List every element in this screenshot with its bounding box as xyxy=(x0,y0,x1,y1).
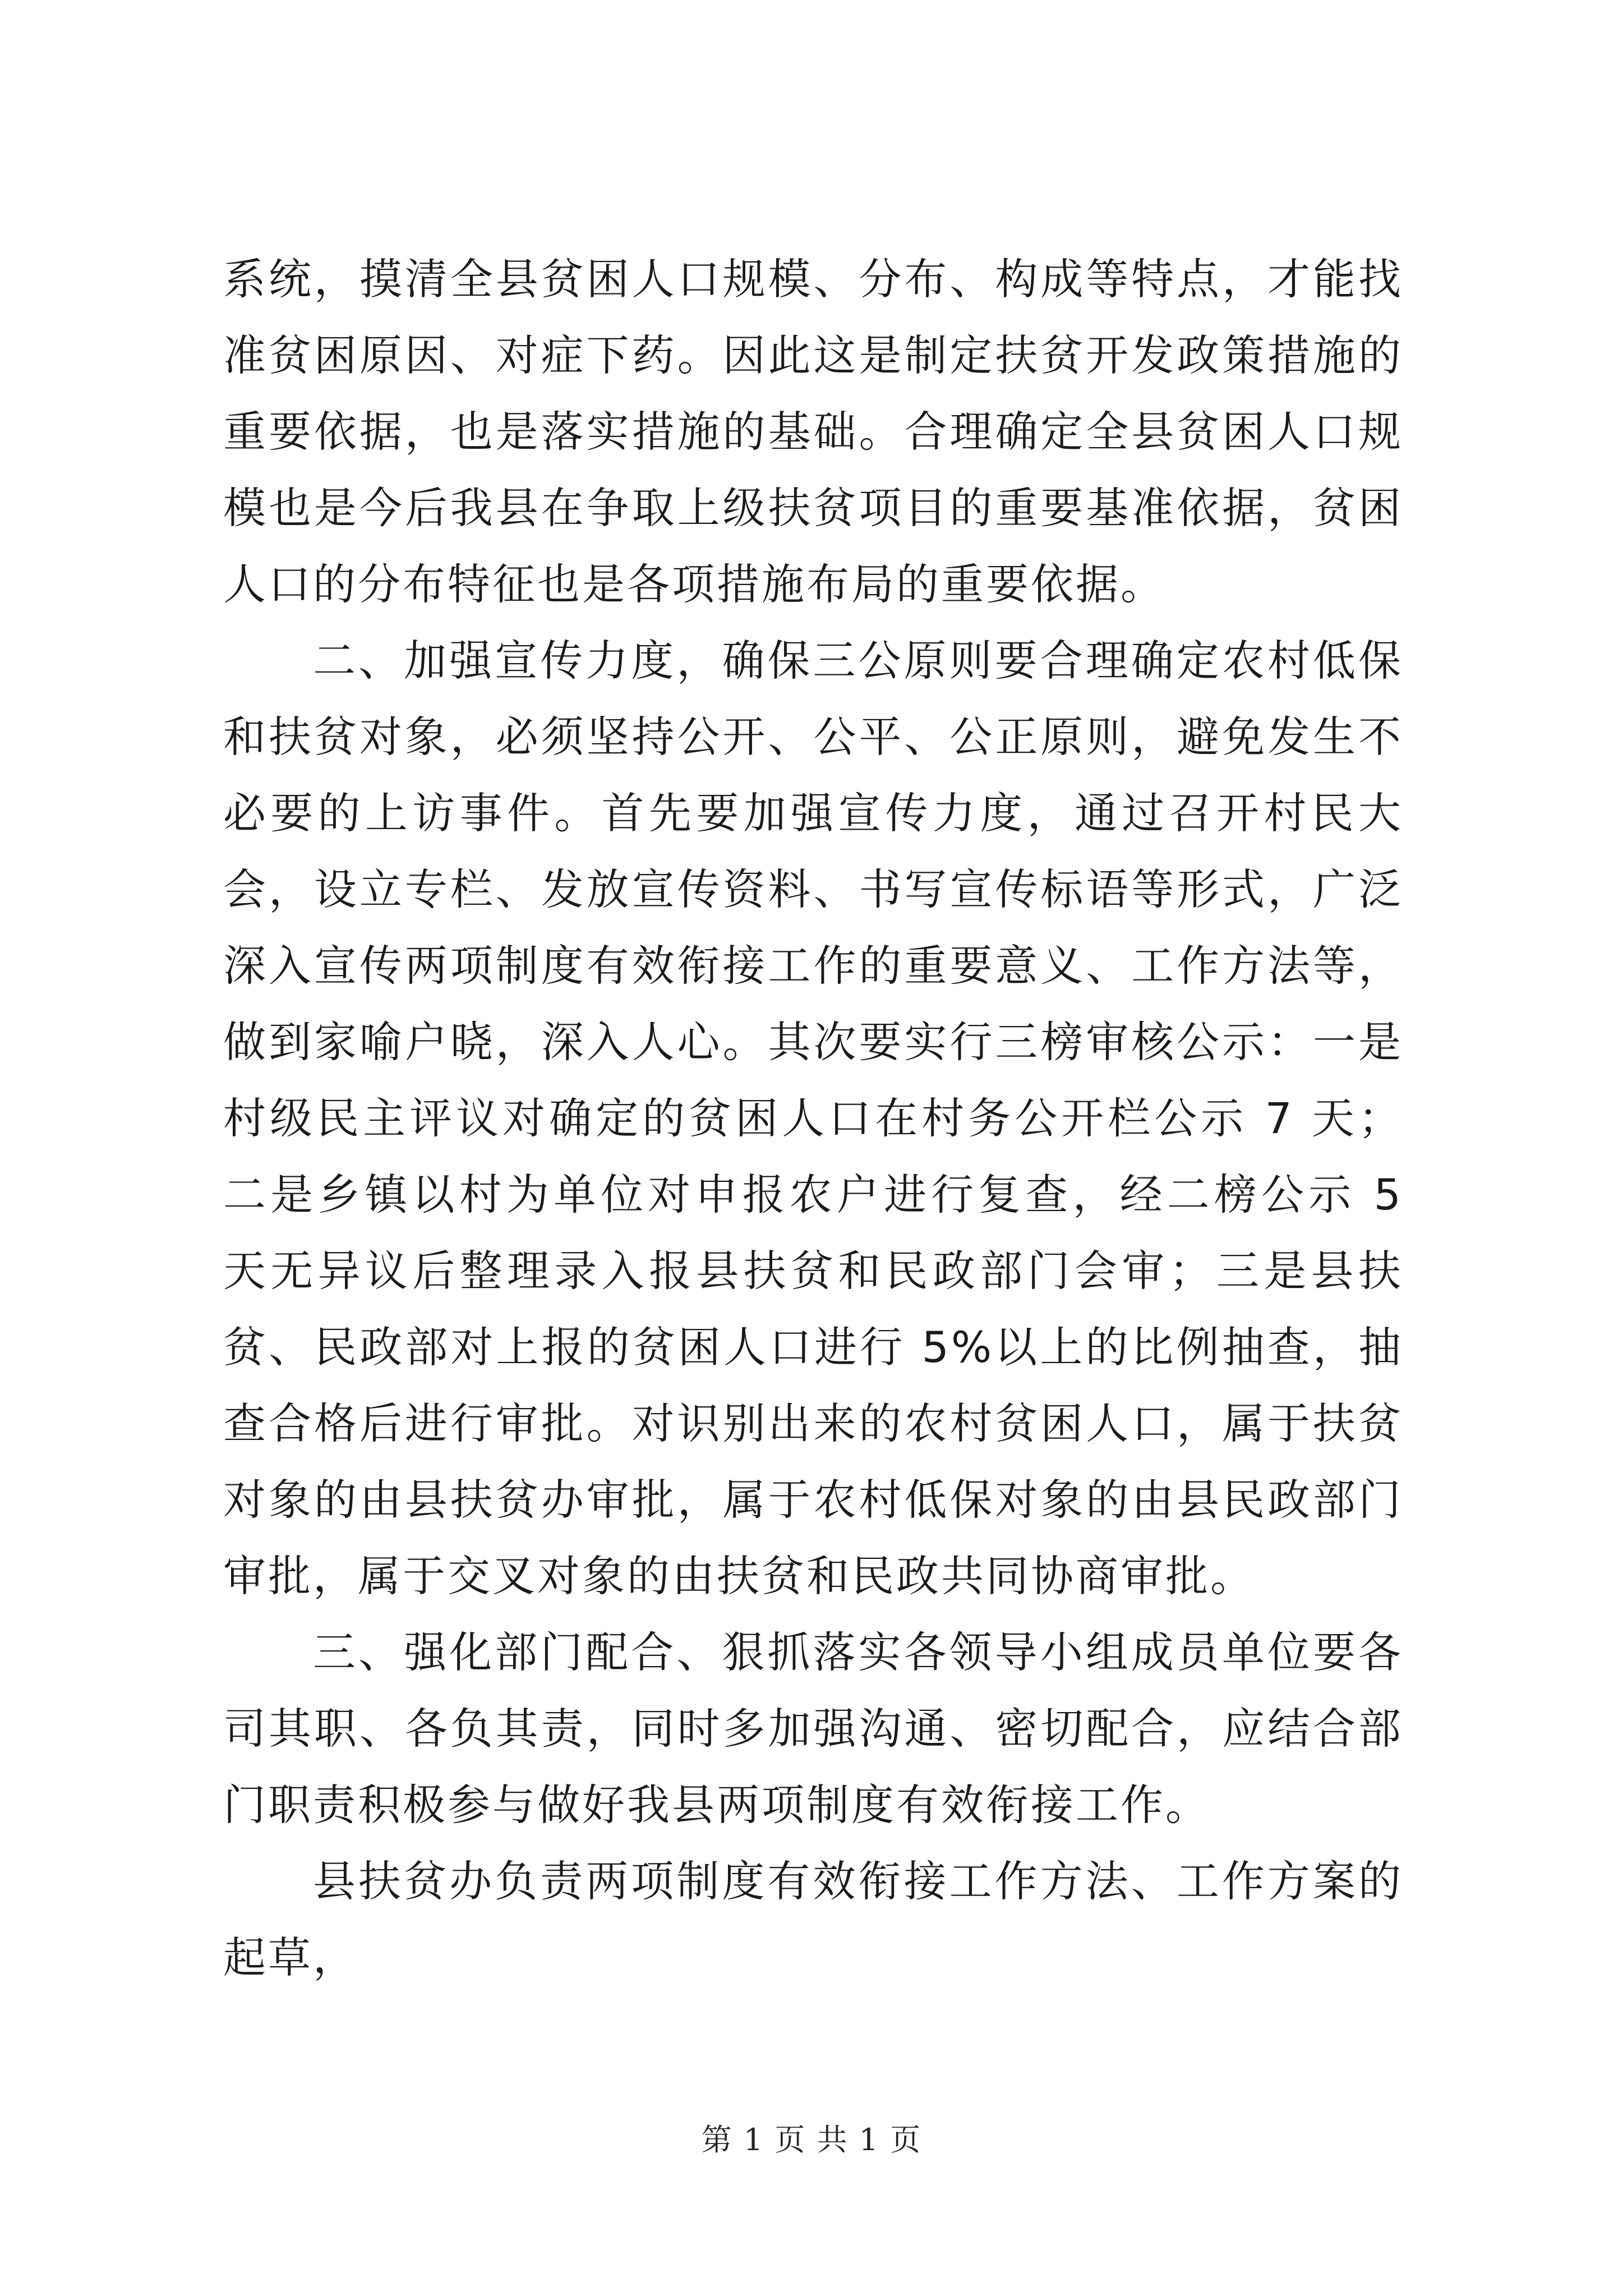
paragraph-4: 县扶贫办负责两项制度有效衔接工作方法、工作方案的起草， xyxy=(223,1856,1403,1982)
page-footer: 第 1 页 共 1 页 xyxy=(701,2122,922,2157)
document-body xyxy=(223,241,1403,1996)
paragraph-2: 二、加强宣传力度，确保三公原则要合理确定农村低保和扶贫对象，必须坚持公开、公平、公正原则，避免发生不必要的上访事件。首先要加强宣传力度，通过召开村民大会，设立专栏、发放宣传资料、书写宣传标语等形式，广泛深入宣传两项制度有效衔接工作的重要意义、工作方法等，做到家喻户晓，深入人心。其次要实行三榜审核公示：一是村级民主评议对确定的贫困人口在村务公开栏公示 7 天；二是乡镇以村为单位对申报农户进行复查，经二榜公示 5 天无异议后整理录入报县扶贫和民政部门会审；三是县扶贫、民政部对上报的贫困人口进行 5%以上的比例抽查，抽查合格后进行审批。对识别出来的农村贫困人口，属于扶贫对象的由县扶贫办审批，属于农村低保对象的由县民政部门审批，属于交叉对象的由扶贫和民政共同协商审批。 xyxy=(223,636,1403,1601)
paragraph-1: 系统，摸清全县贫困人口规模、分布、构成等特点，才能找准贫困原因、对症下药。因此这是制定扶贫开发政策措施的重要依据，也是落实措施的基础。合理确定全县贫困人口规模也是今后我县在争取上级扶贫项目的重要基准依据，贫困人口的分布特征也是各项措施布局的重要依据。 xyxy=(223,254,1403,609)
paragraph-3: 三、强化部门配合、狠抓落实各领导小组成员单位要各司其职、各负其责，同时多加强沟通、密切配合，应结合部门职责积极参与做好我县两项制度有效衔接工作。 xyxy=(223,1627,1403,1830)
